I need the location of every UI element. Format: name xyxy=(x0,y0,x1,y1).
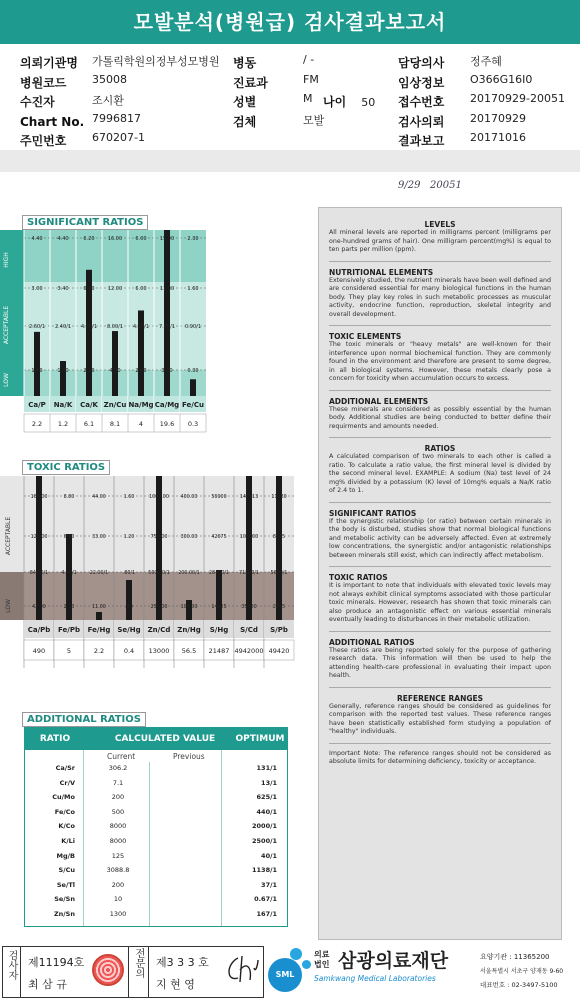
tick-label: 6.00 xyxy=(83,286,95,292)
info-label: 주민번호 xyxy=(20,134,67,148)
section-heading: SIGNIFICANT RATIOS xyxy=(329,508,417,518)
org-name: 삼광의료재단 xyxy=(338,950,449,972)
table-row xyxy=(25,793,287,807)
ratio-name: S/Cd xyxy=(240,626,258,634)
tick-label: 106800 xyxy=(239,535,259,540)
tick-label: 3.00 xyxy=(161,368,173,374)
tick-label: 6.20 xyxy=(83,236,95,242)
table-cell: 13/1 xyxy=(261,778,277,787)
ratio-name: Zn/Cd xyxy=(147,626,171,634)
section-heading: RATIOS xyxy=(424,444,456,453)
level-label: HIGH xyxy=(3,252,10,268)
info-value: 20170929 xyxy=(470,111,526,125)
divider-strip xyxy=(0,150,580,172)
org-phone: 대표번호 : 02-3497-5100 xyxy=(480,981,558,989)
tick-label: 2845 xyxy=(272,605,286,610)
tick-label: 4.00/1 xyxy=(133,324,149,330)
table-cell: Cr/V xyxy=(59,778,75,787)
table-cell: Se/Sn xyxy=(54,895,75,904)
table-row xyxy=(25,910,287,924)
significant-ratios-title: SIGNIFICANT RATIOS xyxy=(22,215,148,230)
tick-label: .40 xyxy=(125,605,133,610)
specialist-license: 제3 3 3 호 xyxy=(156,956,209,969)
specialist-name: 지 현 영 xyxy=(156,978,195,991)
info-value: 670207-1 xyxy=(92,131,145,144)
tick-label: 56900 xyxy=(211,495,227,500)
ratio-name: Ca/K xyxy=(80,401,98,409)
tick-label: 126.00 xyxy=(30,535,48,540)
ratio-value: 6.1 xyxy=(83,420,95,428)
ratio-value: 4 xyxy=(138,420,144,428)
tick-label: 8535 xyxy=(272,535,286,540)
info-row xyxy=(20,130,145,149)
significant-ratios-chart xyxy=(0,226,215,436)
tick-label: 1.20 xyxy=(123,535,135,540)
tick-label: 11.00 xyxy=(92,605,106,610)
tick-label: 1000.00 xyxy=(149,495,169,500)
table-cell: 1138/1 xyxy=(252,866,277,875)
org-name-en: Samkwang Medical Laboratories xyxy=(314,974,436,983)
toxic-ratios-title: TOXIC RATIOS xyxy=(22,460,110,475)
info-label: 접수번호 xyxy=(398,95,445,109)
col-current: Current xyxy=(107,752,136,761)
table-cell: 0.67/1 xyxy=(254,895,277,904)
tick-label: 15.00 xyxy=(159,236,175,242)
table-cell: 306.2 xyxy=(108,764,128,772)
section-body: Generally, reference ranges should be considered as guidelines for comparison with the reported test values. These reference ranges have been statistically established form studying a population of "healthy" individuals. xyxy=(329,702,551,735)
info-row xyxy=(233,72,319,91)
tick-label: 6.00 xyxy=(135,236,147,242)
tick-label: 16.00 xyxy=(107,236,123,242)
org-code: 요양기관 : 11365200 xyxy=(480,953,550,961)
age-field xyxy=(323,91,375,110)
info-row xyxy=(398,111,526,130)
tick-label: 200.00/1 xyxy=(178,571,200,576)
tick-label: 4.40 xyxy=(31,236,43,242)
tick-label: 4.20/1 xyxy=(81,324,97,330)
col-calculated: CALCULATED VALUE xyxy=(114,734,216,744)
table-cell: 200 xyxy=(111,793,125,802)
ratio-bar xyxy=(34,332,40,396)
table-row xyxy=(25,764,287,778)
col-ratio: RATIO xyxy=(39,734,71,744)
tick-label: 8.00/1 xyxy=(107,324,123,330)
tick-label: 500.00/1 xyxy=(148,571,170,576)
age-value: 50 xyxy=(361,96,376,109)
table-row xyxy=(25,822,287,836)
tick-label: 1.40 xyxy=(31,368,43,374)
info-label: 결과보고 xyxy=(398,134,445,148)
section-heading: ADDITIONAL ELEMENTS xyxy=(329,396,429,406)
tick-label: 6.60 xyxy=(63,535,75,540)
tick-label: 22.00/1 xyxy=(89,571,109,576)
section-heading: LEVELS xyxy=(424,220,456,229)
info-label: 의뢰기관명 xyxy=(20,56,78,70)
info-row xyxy=(233,52,315,71)
info-value: 모발 xyxy=(303,113,325,127)
ratio-value: 2.2 xyxy=(93,647,105,655)
table-cell: 8000 xyxy=(109,837,127,845)
table-cell: 2000/1 xyxy=(252,822,277,831)
info-label: 병원코드 xyxy=(20,75,67,90)
ratio-value: 49420 xyxy=(268,647,290,655)
info-row xyxy=(398,52,502,71)
info-row xyxy=(20,72,127,91)
tick-label: 2.60/1 xyxy=(29,324,45,330)
info-label: 병동 xyxy=(233,56,257,70)
table-cell: 167/1 xyxy=(256,910,277,918)
info-value: 20171016 xyxy=(470,131,526,144)
tick-label: 100.00 xyxy=(180,605,198,610)
ratio-bar xyxy=(216,570,222,620)
tick-label: 168.00 xyxy=(30,495,48,500)
ratio-value: 2.2 xyxy=(31,420,43,428)
table-row xyxy=(25,852,287,866)
info-label: 검사의뢰 xyxy=(398,114,445,129)
ratio-name: Se/Hg xyxy=(117,626,141,634)
level-label: LOW xyxy=(3,373,10,387)
ratio-name: Ca/Mg xyxy=(154,401,180,409)
ratio-name: Ca/P xyxy=(28,401,46,409)
ratio-name: S/Hg xyxy=(209,626,229,634)
table-row xyxy=(25,779,287,793)
section-body: Extensively studied, the nutrient minerals have been well defined and are considered essential for many biological functions in the human body. They play key roles in such metabolic processes as muscular activity, endocrine function, reproduction, skeletal integrity and overall development. xyxy=(329,276,551,318)
inspector-label: 검사자 xyxy=(6,950,17,980)
section-heading: NUTRITIONAL ELEMENTS xyxy=(329,267,434,277)
info-value: 35008 xyxy=(92,72,127,86)
info-row xyxy=(233,111,325,130)
ratio-name: S/Pb xyxy=(270,626,288,634)
specialist-label: 전문의 xyxy=(133,948,144,978)
tick-label: 7.00/1 xyxy=(159,324,175,330)
ratio-name: Ca/Pb xyxy=(27,626,51,634)
info-row xyxy=(20,52,220,71)
tick-label: 44.00 xyxy=(92,495,106,500)
table-row xyxy=(25,808,287,822)
additional-ratios-title: ADDITIONAL RATIOS xyxy=(22,712,146,727)
tick-label: 1.60 xyxy=(187,286,199,292)
tick-label: 2.30 xyxy=(187,236,199,242)
ratio-value: 19.6 xyxy=(159,420,175,428)
tick-label: 4.40/1 xyxy=(61,571,77,576)
inspector-name: 최 삼 규 xyxy=(28,978,67,991)
footer xyxy=(0,944,580,1008)
table-cell: Ca/Sr xyxy=(55,764,75,772)
info-row xyxy=(233,91,313,110)
info-row xyxy=(398,91,565,110)
table-row xyxy=(25,895,287,909)
tick-label: 11.00 xyxy=(159,286,175,292)
section-body: Important Note: The reference ranges should not be considered as absolute limits for determining deficiency, toxicity or acceptance. xyxy=(329,749,551,765)
section-body: These minerals are considered as possibly essential by the human body. Additional studies are being conducted to better define their requirments and amounts needed. xyxy=(329,405,551,430)
info-row xyxy=(398,130,526,149)
tick-label: 1.40 xyxy=(57,368,69,374)
table-cell: Se/Tl xyxy=(56,880,75,889)
info-value: 가톨릭학원의정부성모병원 xyxy=(92,55,220,68)
tick-label: 42.00 xyxy=(32,605,46,610)
col-optimum: OPTIMUM xyxy=(235,734,285,744)
level-label: LOW xyxy=(5,599,12,613)
tick-label: 1.60 xyxy=(123,495,135,500)
table-cell: 2500/1 xyxy=(252,837,277,845)
table-cell: 500 xyxy=(111,807,125,816)
tick-label: 3.00 xyxy=(31,286,43,292)
ratio-name: Zn/Cu xyxy=(103,401,127,409)
tick-label: 400.00 xyxy=(180,495,198,500)
ratio-value: 0.3 xyxy=(187,420,199,428)
tick-label: 6.00 xyxy=(135,286,147,292)
level-label: ACCEPTABLE xyxy=(5,516,12,556)
table-cell: 1300 xyxy=(109,910,127,918)
table-cell: S/Cu xyxy=(58,866,75,875)
table-cell: 200 xyxy=(111,880,125,889)
ratio-value: 8.1 xyxy=(109,420,121,428)
tick-label: 14225 xyxy=(211,605,227,610)
info-value: M xyxy=(303,92,313,105)
explanation-panel xyxy=(318,207,562,940)
info-row xyxy=(20,91,124,110)
section-heading: ADDITIONAL RATIOS xyxy=(329,637,415,647)
info-row xyxy=(398,72,533,91)
ratio-name: Fe/Pb xyxy=(58,626,80,634)
patient-info xyxy=(20,52,565,148)
info-label: 담당의사 xyxy=(398,56,445,70)
info-value: / - xyxy=(303,53,315,66)
info-label: 검체 xyxy=(233,114,257,129)
tick-label: 11380 xyxy=(271,495,287,500)
table-cell: Zn/Sn xyxy=(53,910,75,918)
section-body: All mineral levels are reported in milligrams percent (milligrams per one-hundred grams of hair). One milligram percent(mg%) is equal to ten parts per million (ppm). xyxy=(329,229,551,253)
table-cell: Fe/Co xyxy=(54,807,75,816)
ratio-bar xyxy=(126,580,132,620)
table-row xyxy=(25,837,287,851)
ratio-value: 1.2 xyxy=(57,420,69,428)
ratio-bar xyxy=(96,612,102,620)
table-cell: 8000 xyxy=(109,822,127,831)
age-label: 나이 xyxy=(323,95,347,109)
ratio-value: 21487 xyxy=(208,647,230,655)
table-cell: 440/1 xyxy=(256,807,277,816)
tick-label: 5690/1 xyxy=(270,571,288,576)
tick-label: 84.00/1 xyxy=(29,571,49,576)
tick-label: 33.00 xyxy=(92,535,106,540)
tick-label: 2.00 xyxy=(135,368,147,374)
table-cell: 10 xyxy=(113,895,123,904)
org-small: 의료법인 xyxy=(314,950,330,969)
ratio-value: 0.4 xyxy=(123,647,135,655)
tick-label: 2.20 xyxy=(83,368,95,374)
section-heading: TOXIC RATIOS xyxy=(329,573,388,582)
tick-label: 3.40 xyxy=(57,286,69,292)
table-cell: 3088.8 xyxy=(106,866,130,875)
ratio-bar xyxy=(112,331,118,396)
logo-text: SML xyxy=(268,958,302,992)
toxic-ratios-chart xyxy=(0,472,295,684)
ratio-value: 5 xyxy=(66,647,72,655)
table-cell: K/Li xyxy=(61,837,75,845)
info-value: O366G16I0 xyxy=(470,72,533,86)
ratio-bar xyxy=(186,600,192,620)
section-heading: REFERENCE RANGES xyxy=(396,693,484,703)
ratio-value: 13000 xyxy=(148,647,170,655)
ratio-name: Fe/Cu xyxy=(182,401,204,409)
section-body: It is important to note that individuals with elevated toxic levels may not always exhibit clinical symptoms associated with those particular toxic minerals. However, research has shown that toxic minerals can also produce an antagonistic effect on various essential minerals eventually leading to disturbances in their metabolic utilization. xyxy=(329,582,551,623)
table-cell: Cu/Mo xyxy=(52,793,75,802)
info-value: FM xyxy=(303,72,319,86)
section-body: A calculated comparison of two minerals to each other is called a ratio. To calculate a ratio value, the first mineral level is divided by the second mineral level. EXAMPLE: A sodium (Na) test level of 24 mg% divided by a potassium (K) level of 10mg% equals a Na/K ratio of 2.4 to 1. xyxy=(329,453,551,494)
ratio-bar xyxy=(190,379,196,396)
table-row xyxy=(25,881,287,895)
table-cell: 131/1 xyxy=(256,764,277,772)
tick-label: 42675 xyxy=(211,535,227,540)
ratio-value: 56.5 xyxy=(181,647,197,655)
info-label: 진료과 xyxy=(233,75,268,90)
tick-label: 750.00 xyxy=(150,535,168,540)
section-body: If the synergistic relationship (or ratio) between certain minerals in the body is disturbed, studies show that normal biological functions and metabolic activity can be adversely affected. Even at extremely low concentrations, the synergistic and/or antagonistic relationships between minerals still exist, which can indirectly affect metabolism. xyxy=(329,517,551,559)
org-address: 서울특별시 서초구 양재동 9-60 xyxy=(480,968,564,975)
tick-label: 4.00 xyxy=(109,368,121,374)
table-row xyxy=(25,866,287,880)
tick-label: 12.00 xyxy=(107,286,123,292)
page-title: 모발분석(병원급) 검사결과보고서 xyxy=(0,0,580,44)
table-cell: 125 xyxy=(111,851,125,860)
tick-label: 71200/1 xyxy=(239,571,259,576)
seal-stamp xyxy=(92,954,124,986)
tick-label: 250.00 xyxy=(150,605,168,610)
tick-label: 2.20 xyxy=(63,605,75,610)
section-heading: TOXIC ELEMENTS xyxy=(329,332,402,341)
ratio-bar xyxy=(60,361,66,396)
ratio-name: Zn/Hg xyxy=(177,626,201,634)
ratio-value: 4942000 xyxy=(234,647,264,655)
signature xyxy=(220,952,260,986)
ratio-name: Fe/Hg xyxy=(87,626,111,634)
level-label: ACCEPTABLE xyxy=(3,305,10,345)
info-value: 조시환 xyxy=(92,94,124,107)
section-body: These ratios are being reported solely for the purpose of gathering research data. This information will then be used to help the attending health-care professional in evaluating their impact upon health. xyxy=(329,646,551,679)
info-label: 임상정보 xyxy=(398,75,445,90)
ratio-name: Na/Mg xyxy=(128,401,154,409)
tick-label: 0.90/1 xyxy=(185,324,201,330)
col-previous: Previous xyxy=(173,752,205,761)
table-cell: 40/1 xyxy=(261,851,277,860)
info-label: 수진자 xyxy=(20,95,55,109)
info-value: 20170929-20051 xyxy=(470,92,565,105)
additional-ratios-table xyxy=(24,727,288,927)
sml-logo-icon xyxy=(268,948,312,992)
info-value: 7996817 xyxy=(92,111,141,125)
table-cell: Mg/B xyxy=(56,851,75,860)
info-label: 성별 xyxy=(233,95,257,109)
tick-label: 8.80 xyxy=(63,495,75,500)
table-cell: 7.1 xyxy=(112,778,124,787)
handwritten-note: 9/29 20051 xyxy=(398,180,462,191)
tick-label: 2.40/1 xyxy=(55,324,71,330)
tick-label: 28450/1 xyxy=(209,571,229,576)
tick-label: 142313 xyxy=(239,495,259,500)
tick-label: 35600 xyxy=(241,605,257,610)
info-value: 정주혜 xyxy=(470,55,502,68)
ratio-name: Na/K xyxy=(53,401,73,409)
inspector-license: 제11194호 xyxy=(28,956,85,969)
tick-label: 0.30 xyxy=(187,368,199,374)
tick-label: .80/1 xyxy=(122,571,136,576)
table-cell: 625/1 xyxy=(256,793,277,802)
section-body: The toxic minerals or "heavy metals" are well-known for their interference upon normal biochemical function. They are commonly found in the environment and therefore are present to some degree, in all biological systems. However, these metals clearly pose a concern for toxicity when accumulation occurs to excess. xyxy=(329,341,551,382)
info-row xyxy=(20,111,141,130)
ratio-value: 490 xyxy=(32,647,46,655)
tick-label: 300.00 xyxy=(180,535,198,540)
info-label: Chart No. xyxy=(20,114,85,129)
tick-label: 4.40 xyxy=(57,236,69,242)
table-cell: K/Co xyxy=(58,822,75,831)
table-cell: 37/1 xyxy=(261,880,277,889)
